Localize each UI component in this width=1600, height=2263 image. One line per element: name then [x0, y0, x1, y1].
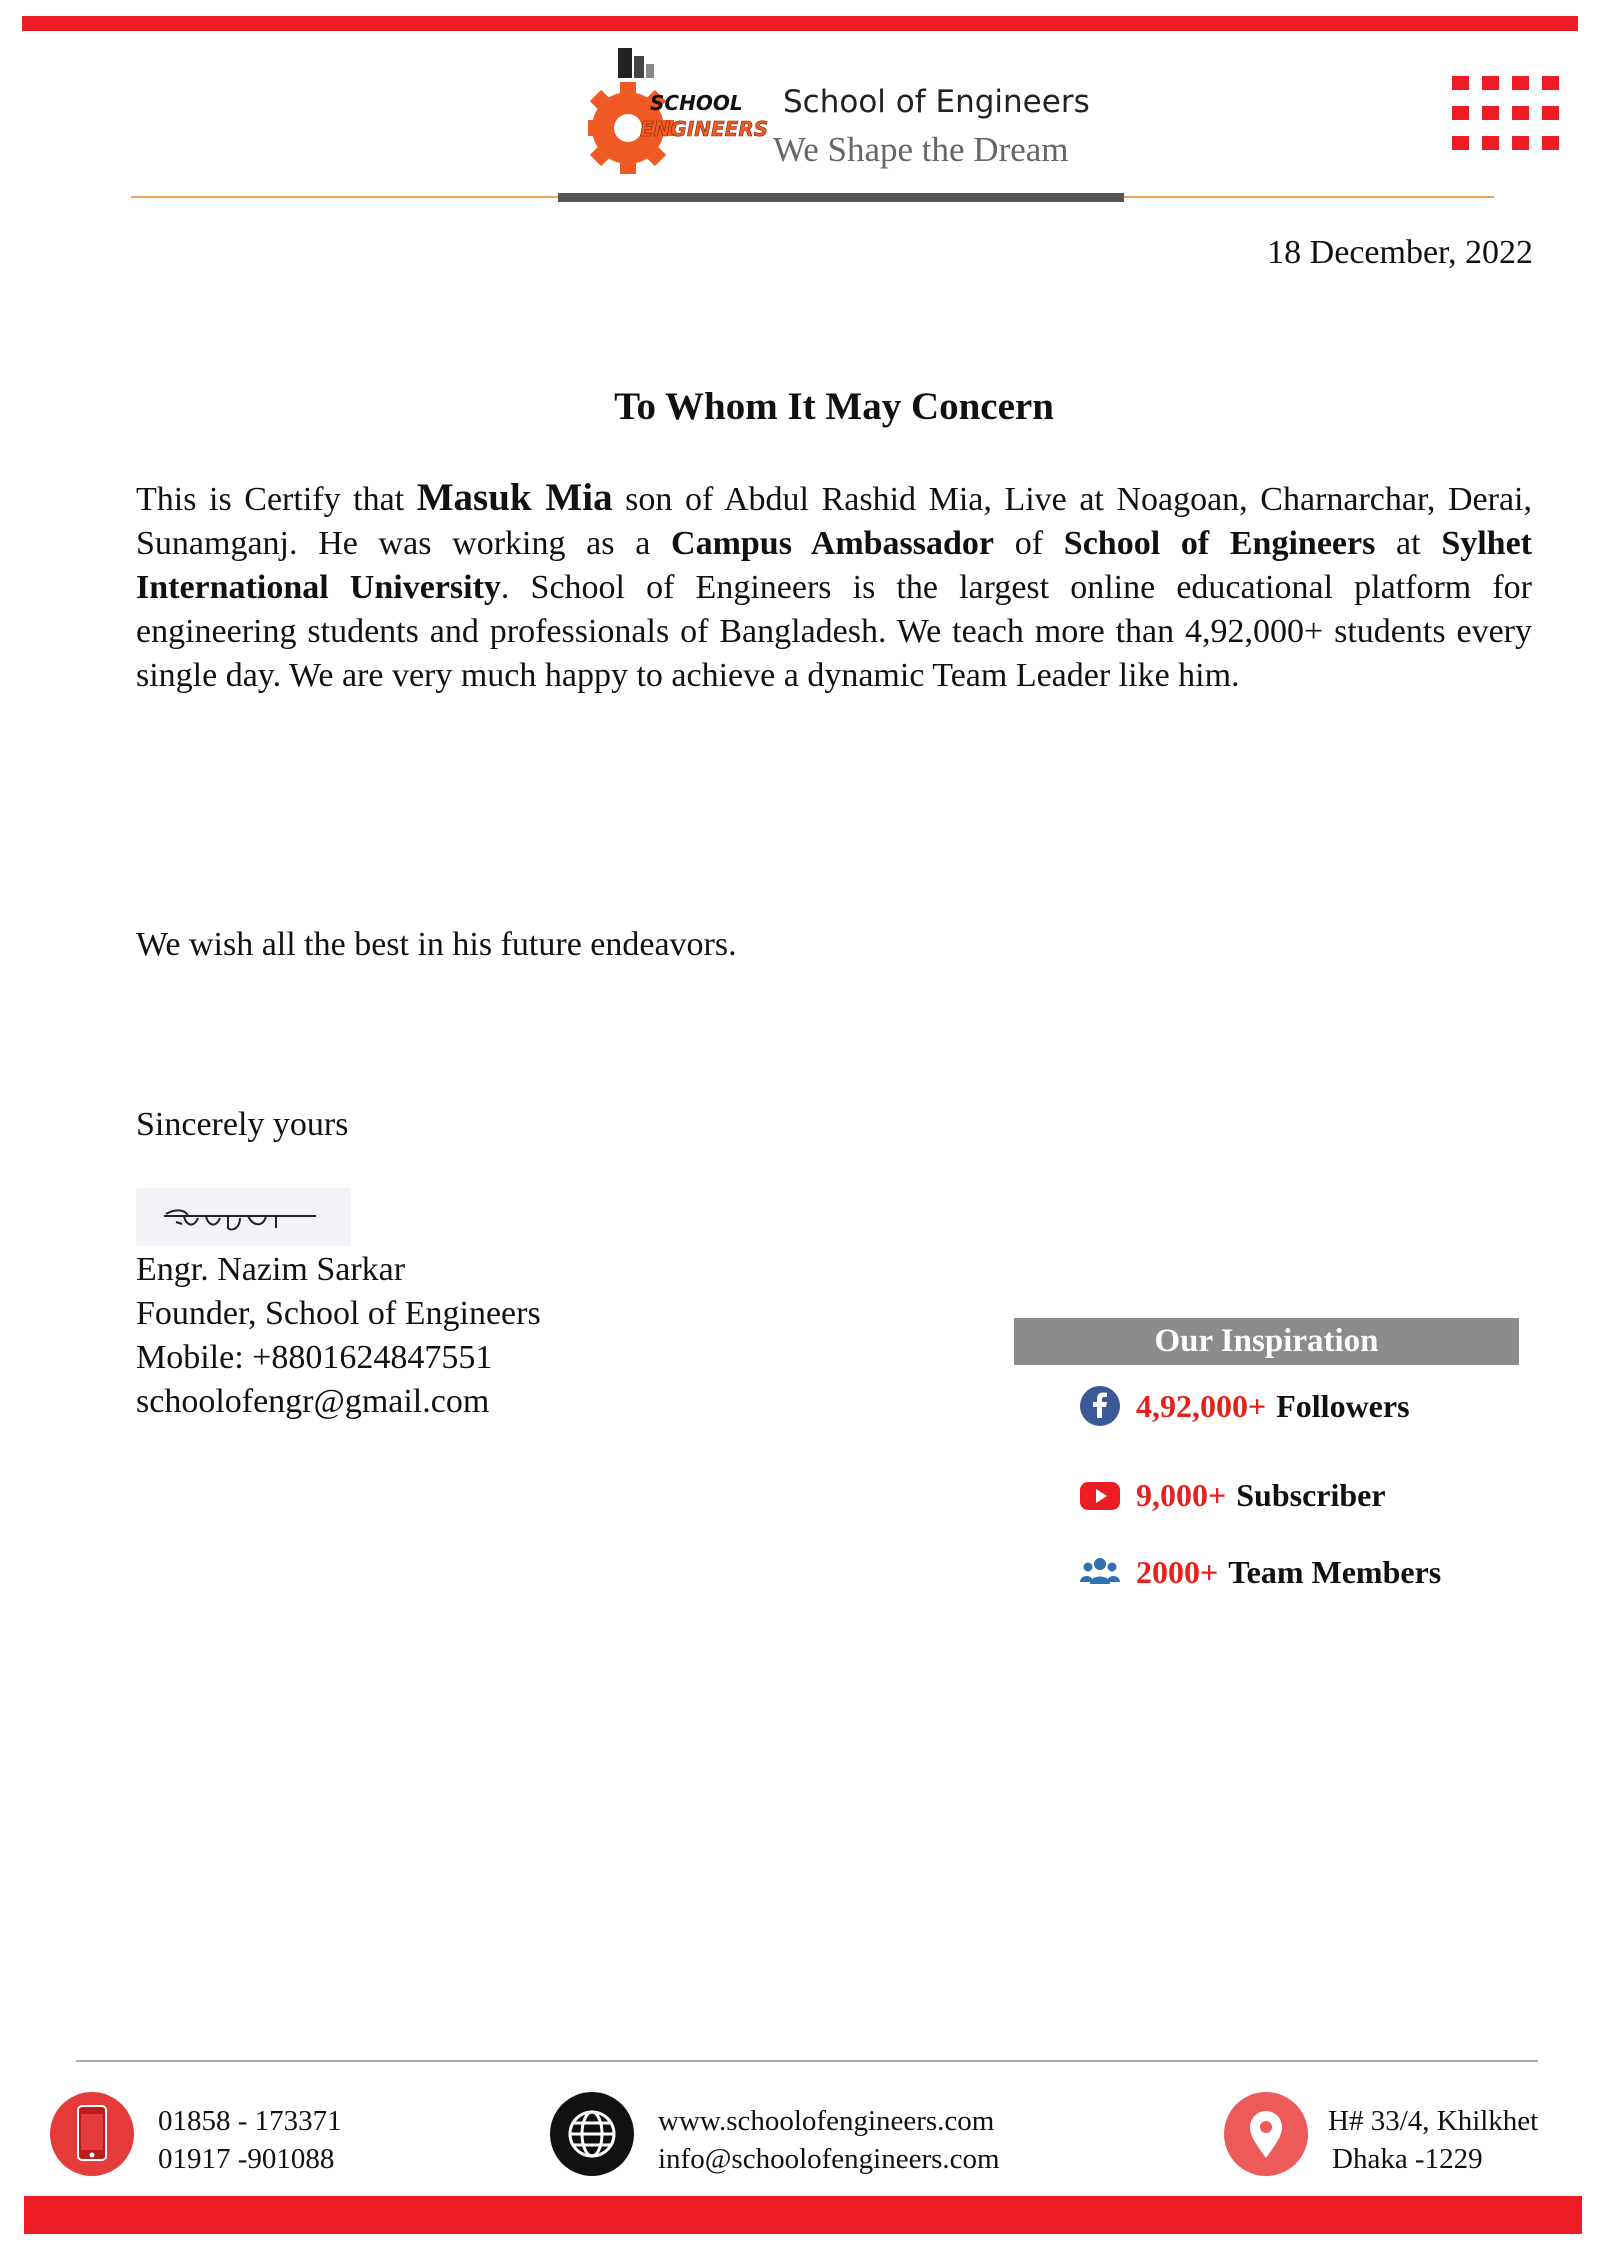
signature-image [136, 1188, 351, 1246]
stat-label: Subscriber [1236, 1476, 1386, 1513]
signer-email[interactable]: schoolofengr@gmail.com [136, 1383, 490, 1420]
organization-name: School of Engineers [1063, 525, 1376, 562]
stat-number: 4,92,000+ [1136, 1387, 1267, 1424]
letter-date: 18 December, 2022 [1267, 234, 1533, 271]
users-icon [1080, 1552, 1120, 1592]
header-divider-accent [558, 193, 1124, 202]
decorative-grid-icon [1452, 76, 1576, 152]
school-of-engineers-logo [588, 44, 768, 176]
candidate-role: Campus Ambassador [671, 525, 995, 562]
signer-title: Founder, School of Engineers [136, 1295, 541, 1332]
bottom-red-bar [24, 2196, 1582, 2234]
wish-line: We wish all the best in his future endeavors. [136, 926, 737, 963]
letter-body: This is Certify that Masuk Mia son of Abdul Rashid Mia, Live at Noagoan, Charnarchar, Derai, Sunamganj. He was working as a Campus Ambassador of School of Engineers at Sylhet International University. School of Engineers is the largest online educational platform for engineering students and professionals of Bangladesh. We teach more than 4,92,000+ students every single day. We are very much happy to achieve a dynamic Team Leader like him. [136, 476, 1532, 694]
youtube-icon [1080, 1475, 1120, 1515]
footer-phone-2[interactable]: 01917 -901088 [158, 2143, 335, 2175]
top-red-bar [22, 16, 1578, 31]
logo-text-engineers: ENGINEERS [640, 117, 768, 141]
facebook-icon [1080, 1386, 1120, 1426]
brand-tagline: We Shape the Dream [773, 130, 1069, 169]
signer-block [136, 1248, 541, 1424]
letter-title: To Whom It May Concern [614, 385, 1054, 428]
stat-number: 9,000+ [1136, 1476, 1227, 1513]
signer-mobile: Mobile: +8801624847551 [136, 1339, 493, 1376]
stat-followers [1080, 1386, 1410, 1426]
signer-name: Engr. Nazim Sarkar [136, 1251, 406, 1288]
logo-text-school: SCHOOL [650, 91, 743, 115]
university-name: Sylhet International University [136, 525, 1532, 606]
closing-line: Sincerely yours [136, 1106, 349, 1143]
footer-address-line-1: H# 33/4, Khilkhet [1328, 2105, 1539, 2137]
footer-phone-1[interactable]: 01858 - 173371 [158, 2105, 342, 2137]
stat-subscribers [1080, 1475, 1386, 1515]
footer-email-link[interactable]: info@schoolofengineers.com [658, 2143, 1000, 2175]
footer-phones [158, 2102, 342, 2178]
phone-icon [50, 2092, 134, 2176]
location-pin-icon [1224, 2092, 1308, 2176]
footer-web [658, 2102, 1000, 2178]
stat-number: 2000+ [1136, 1553, 1219, 1590]
stat-team-members [1080, 1552, 1441, 1592]
footer-divider [76, 2060, 1538, 2062]
footer-website-link[interactable]: www.schoolofengineers.com [658, 2105, 995, 2137]
brand-name: School of Engineers [783, 84, 1090, 120]
candidate-name: Masuk Mia [416, 476, 613, 519]
footer-address-line-2: Dhaka -1229 [1332, 2143, 1483, 2175]
inspiration-heading: Our Inspiration [1014, 1318, 1519, 1365]
footer-address [1328, 2102, 1538, 2178]
stat-label: Followers [1276, 1387, 1410, 1424]
stat-label: Team Members [1228, 1553, 1442, 1590]
globe-icon [550, 2092, 634, 2176]
